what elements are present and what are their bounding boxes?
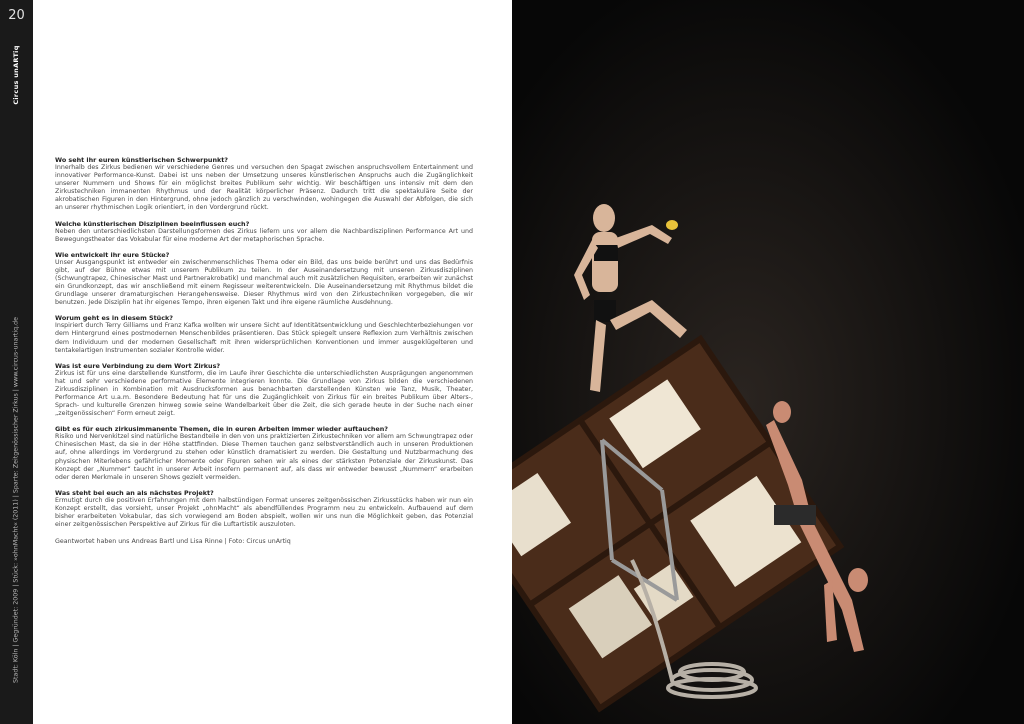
performance-photo [512, 0, 1024, 724]
interview-answer: Zirkus ist für uns eine darstellende Kunstform, die im Laufe ihrer Geschichte die unterschiedlichsten Ausprägungen angenommen hat und sehr verschiedene performative Elemente integrieren konnte. Die Grundlage von Zirkus bilden die verschiedenen Zirkusdisziplinen in Kombination mit Ausdrucksformen aus benachbarten darstellenden Künsten wie Tanz, Musik, Theater, Performance Art u.a.m. Besondere Bedeutung hat für uns die Zugänglichkeit von Zirkus für ein breites Publikum über Alters-, Sprach- und kulturelle Grenzen hinweg sowie seine Wandelbarkeit über die Zeit, die sich gerade heute in der Suche nach einer „zeitgenössischen“ Form erneut zeigt. [55, 369, 473, 418]
page-spine [0, 0, 33, 724]
interview-answer: Innerhalb des Zirkus bedienen wir verschiedene Genres und versuchen den Spagat zwischen anspruchsvollem Entertainment und innovativer Performance-Kunst. Dabei ist uns neben der Umsetzung unseres künstlerischen Anspruchs auch die Zugänglichkeit unserer Nummern und Shows für ein möglichst breites Publikum sehr wichtig. Wir beschäftigen uns intensiv mit dem den Zirkustechniken immanenten Rhythmus und der Realität körperlicher Präsenz. Dadurch tritt die spektakuläre Seite der akrobatischen Figuren in den Hintergrund, ohne jedoch gänzlich zu verschwinden, wohingegen die Auswahl der Abfolgen, die sich an unserer rhythmischen Logik orientiert, in den Vordergrund rückt. [55, 164, 473, 212]
interview-question: Worum geht es in diesem Stück? [55, 314, 173, 323]
interview-answer: Risiko und Nervenkitzel sind natürliche Bestandteile in den von uns praktizierten Zirkustechniken vor allem am Schwungtrapez oder Chinesischen Mast, da sie in der Höhe stattfinden. Diese Themen tauchen ganz selbstverständlich auch in unseren Produktionen auf, ohne allerdings im Vordergrund zu stehen oder künstlich dramatisiert zu werden. Die Gestaltung und Nutzbarmachung des physischen Miterlebens gefährlicher Momente oder Figuren sehen wir als eines der stärksten Potenziale der Zirkuskunst. Das Konzept der „Nummer“ taucht in unserer Arbeit insofern permanent auf, als dass wir entweder bewusst „Nummern“ erarbeiten oder deren Merkmale in unseren Shows gezielt vermeiden. [55, 433, 473, 481]
page-number: 20 [8, 8, 25, 23]
spine-metadata: Stadt: Köln | Gegründet: 2009 | Stück: »ohnMacht« (2011) | Sparte: Zeitgenössischer Zirkus | www.circus-unartiq.de [12, 317, 20, 683]
interview-section [55, 425, 473, 482]
interview-question: Gibt es für euch zirkusimmanente Themen, die in euren Arbeiten immer wieder auftauchen? [55, 425, 388, 434]
interview-answer: Inspiriert durch Terry Gilliams und Franz Kafka wollten wir unsere Sicht auf Identitätsentwicklung und Geschlechterbeziehungen vor dem Hintergrund eines postmodernen Menschenbildes präsentieren. Das Stück spiegelt unsere Reflexion zum Verhältnis zwischen dem Individuum und der modernen Gesellschaft mit ihren widersprüchlichen Konventionen und immer ausgeklügelteren und tentakelartigen Instrumenten sozialer Kontrolle wider. [55, 322, 473, 354]
interview-section [55, 314, 473, 354]
interview-section [55, 489, 473, 529]
photo-illustration [512, 0, 1024, 724]
article-credit: Geantwortet haben uns Andreas Bartl und Lisa Rinne | Foto: Circus unArtiq [55, 538, 291, 546]
interview-section [55, 251, 473, 308]
interview-question: Was steht bei euch an als nächstes Projekt? [55, 488, 214, 497]
interview-section [55, 362, 473, 419]
interview-section [55, 156, 473, 213]
interview-question: Wie entwickelt ihr eure Stücke? [55, 250, 170, 259]
interview-answer: Ermutigt durch die positiven Erfahrungen mit dem halbstündigen Format unseres zeitgenössischen Zirkusstücks haben wir nun ein Konzept erstellt, das vorsieht, unser Projekt „ohnMacht“ als abendfüllendes Programm neu zu entwickeln. Aufbauend auf dem bisher erarbeiteten Vokabular, das sich vorwiegend am Boden abspielt, wollen wir uns nun die Möglichkeit geben, das Potenzial einer zeitgenössischen Perspektive auf Zirkus für die Luftartistik auszuloten. [55, 496, 473, 529]
interview-question: Welche künstlerischen Disziplinen beeinflussen euch? [55, 219, 250, 228]
interview-answer: Unser Ausgangspunkt ist entweder ein zwischenmenschliches Thema oder ein Bild, das uns beide berührt und uns das Bedürfnis gibt, auf der Bühne etwas mit unserem Publikum zu teilen. In der Auseinandersetzung mit unseren Zirkusdisziplinen (Schwungtrapez, Chinesischer Mast und Partnerakrobatik) und manchmal auch mit zusätzlichen Requisiten, erarbeiten wir zunächst ein Grundkonzept, das wir anschließend mit einem Regisseur weiterentwickeln. Die Auseinandersetzung mit Rhythmus bildet die Grundlage unserer dramaturgischen Herangehensweise. Dieser Rhythmus wird von den Zirkustechniken vorgegeben, die wir benutzen. Jede Disziplin hat ihr eigenes Tempo, ihren eigenen Takt und ihre eigene räumliche Ausdehnung. [55, 258, 473, 307]
interview-article [55, 156, 473, 546]
interview-answer: Neben den unterschiedlichsten Darstellungsformen des Zirkus liefern uns vor allem die Nachbardisziplinen Performance Art und Bewegungstheater das Vokabular für eine moderne Art der metaphorischen Sprache. [55, 227, 473, 243]
spine-title: Circus unARTiq [12, 45, 20, 105]
interview-question: Wo seht ihr euren künstlerischen Schwerpunkt? [55, 156, 229, 164]
interview-section [55, 220, 473, 244]
interview-question: Was ist eure Verbindung zu dem Wort Zirkus? [55, 361, 221, 370]
